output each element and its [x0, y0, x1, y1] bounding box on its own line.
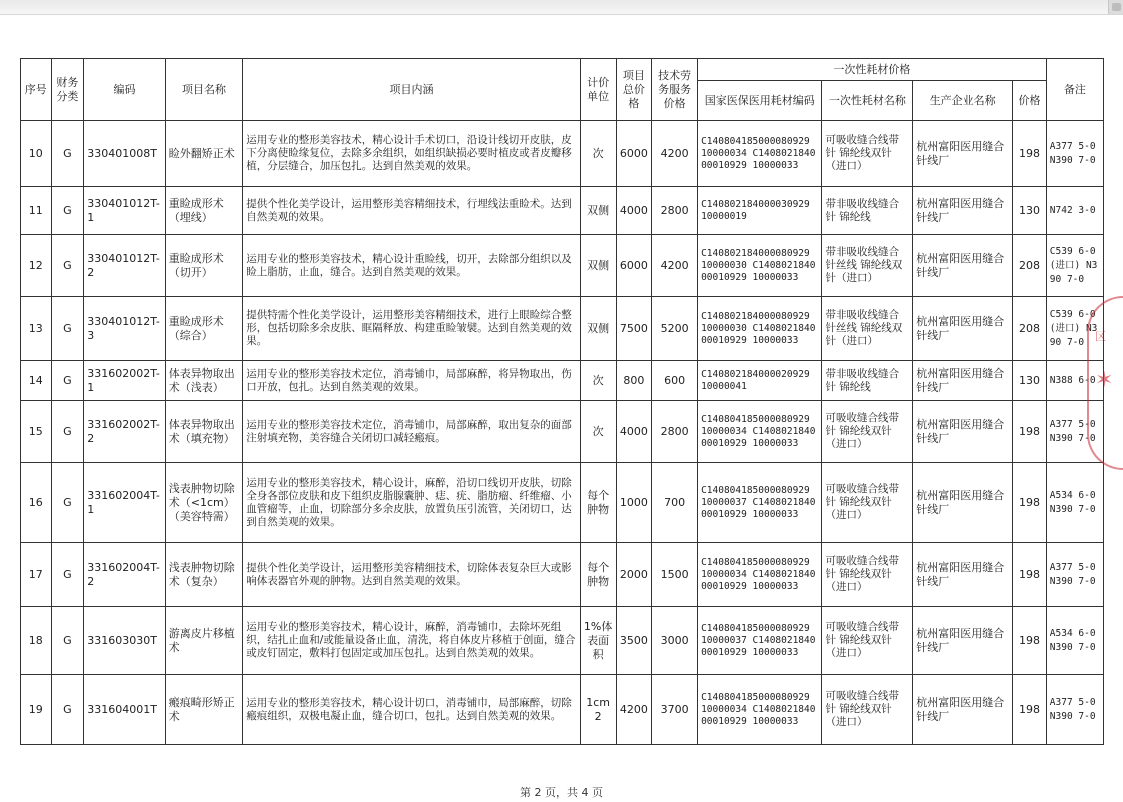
table-row: [21, 297, 1104, 361]
header-item-name: 项目名称: [165, 59, 243, 121]
row-total-price: 2000: [616, 543, 652, 607]
row-item-content: 提供个性化美学设计，运用整形美容精细技术，行埋线法重睑术。达到自然美观的效果。: [243, 187, 581, 235]
row-code: 330401012T-2: [84, 235, 166, 297]
row-price: 130: [1013, 361, 1047, 401]
price-table: [20, 58, 1104, 745]
row-code: 330401012T-3: [84, 297, 166, 361]
row-manufacturer: 杭州富阳医用缝合针线厂: [913, 121, 1013, 187]
scrollbar[interactable]: [1108, 0, 1123, 14]
row-fin-class: G: [51, 361, 84, 401]
row-price: 208: [1013, 297, 1047, 361]
row-service-price: 1500: [652, 543, 698, 607]
row-fin-class: G: [51, 235, 84, 297]
row-item-name: 体表异物取出术（浅表）: [165, 361, 243, 401]
row-remark: A377 5-0 N390 7-0: [1046, 401, 1103, 463]
row-manufacturer: 杭州富阳医用缝合针线厂: [913, 543, 1013, 607]
row-manufacturer: 杭州富阳医用缝合针线厂: [913, 187, 1013, 235]
row-manufacturer: 杭州富阳医用缝合针线厂: [913, 297, 1013, 361]
row-code: 331603030T: [84, 607, 166, 675]
red-seal-stamp: [1087, 296, 1123, 470]
row-item-content: 运用专业的整形美容技术，精心设计，麻醉，消毒铺巾，去除坏死组织，结扎止血和/或能量设备止血，清洗，将自体皮片移植于创面，缝合或皮钉固定，敷料打包固定或加压包扎。达到自然美观的效果。: [243, 607, 581, 675]
row-nhsa-codes: C140802184000020929 10000041: [698, 361, 822, 401]
row-price: 208: [1013, 235, 1047, 297]
row-unit: 双侧: [580, 187, 616, 235]
row-seq: 13: [21, 297, 52, 361]
header-fin-class: 财务分类: [51, 59, 84, 121]
header-consumables-group: 一次性耗材价格: [698, 59, 1047, 81]
row-unit: 次: [580, 401, 616, 463]
row-price: 198: [1013, 463, 1047, 543]
row-service-price: 700: [652, 463, 698, 543]
row-remark: C539 6-0(进口) N390 7-0: [1046, 297, 1103, 361]
header-item-content: 项目内涵: [243, 59, 581, 121]
row-item-name: 重睑成形术（埋线）: [165, 187, 243, 235]
row-item-name: 体表异物取出术（填充物）: [165, 401, 243, 463]
row-consumable-name: 带非吸收线缝合针 锦纶线: [822, 361, 913, 401]
header-unit: 计价单位: [580, 59, 616, 121]
row-manufacturer: 杭州富阳医用缝合针线厂: [913, 361, 1013, 401]
stamp-star-icon: ✶: [1095, 368, 1114, 393]
header-total-price: 项目总价格: [616, 59, 652, 121]
page-footer: 第 2 页，共 4 页: [520, 786, 603, 799]
row-unit: 次: [580, 121, 616, 187]
row-consumable-name: 可吸收缝合线带针 锦纶线双针（进口）: [822, 463, 913, 543]
row-item-content: 运用专业的整形美容技术定位，消毒铺巾，局部麻醉，取出复杂的面部注射填充物，美容缝合关闭切口减轻瘢痕。: [243, 401, 581, 463]
row-unit: 次: [580, 361, 616, 401]
row-seq: 17: [21, 543, 52, 607]
row-manufacturer: 杭州富阳医用缝合针线厂: [913, 675, 1013, 745]
row-nhsa-codes: C140804185000080929 10000034 C140802184000010929 10000033: [698, 121, 822, 187]
row-manufacturer: 杭州富阳医用缝合针线厂: [913, 235, 1013, 297]
row-item-name: 重睑成形术（切开）: [165, 235, 243, 297]
row-remark: A377 5-0 N390 7-0: [1046, 121, 1103, 187]
row-fin-class: G: [51, 121, 84, 187]
row-price: 198: [1013, 543, 1047, 607]
viewer-top-bar: [0, 0, 1123, 15]
row-fin-class: G: [51, 187, 84, 235]
row-unit: 每个肿物: [580, 543, 616, 607]
row-fin-class: G: [51, 543, 84, 607]
row-code: 331602004T-1: [84, 463, 166, 543]
row-item-name: 睑外翻矫正术: [165, 121, 243, 187]
row-total-price: 800: [616, 361, 652, 401]
row-total-price: 6000: [616, 121, 652, 187]
row-code: 330401012T-1: [84, 187, 166, 235]
row-consumable-name: 可吸收缝合线带针 锦纶线双针（进口）: [822, 401, 913, 463]
header-service-price: 技术劳务服务价格: [652, 59, 698, 121]
row-remark: C539 6-0(进口) N390 7-0: [1046, 235, 1103, 297]
row-service-price: 3000: [652, 607, 698, 675]
row-nhsa-codes: C140802184000080929 10000030 C140802184000010929 10000033: [698, 297, 822, 361]
header-seq: 序号: [21, 59, 52, 121]
row-price: 198: [1013, 675, 1047, 745]
row-total-price: 4000: [616, 187, 652, 235]
table-row: [21, 463, 1104, 543]
row-unit: 1%体表面积: [580, 607, 616, 675]
row-price: 198: [1013, 401, 1047, 463]
row-seq: 16: [21, 463, 52, 543]
row-nhsa-codes: C140802184000030929 10000019: [698, 187, 822, 235]
row-service-price: 2800: [652, 187, 698, 235]
row-price: 198: [1013, 121, 1047, 187]
row-remark: A377 5-0 N390 7-0: [1046, 675, 1103, 745]
row-remark: A534 6-0 N390 7-0: [1046, 607, 1103, 675]
table-row: [21, 121, 1104, 187]
row-unit: 双侧: [580, 235, 616, 297]
row-item-content: 运用专业的整形美容技术，精心设计重睑线，切开，去除部分组织以及睑上脂肪，止血，缝合。达到自然美观的效果。: [243, 235, 581, 297]
row-seq: 19: [21, 675, 52, 745]
header-nhsa-code: 国家医保医用耗材编码: [698, 81, 822, 121]
row-fin-class: G: [51, 297, 84, 361]
row-manufacturer: 杭州富阳医用缝合针线厂: [913, 607, 1013, 675]
row-fin-class: G: [51, 675, 84, 745]
table-row: [21, 543, 1104, 607]
header-code: 编码: [84, 59, 166, 121]
table-row: [21, 401, 1104, 463]
table-row: [21, 187, 1104, 235]
scrollbar-thumb[interactable]: [1112, 3, 1121, 11]
row-nhsa-codes: C140804185000080929 10000034 C140802184000010929 10000033: [698, 675, 822, 745]
row-service-price: 4200: [652, 235, 698, 297]
table-body: [21, 121, 1104, 745]
row-remark: A377 5-0 N390 7-0: [1046, 543, 1103, 607]
row-total-price: 1000: [616, 463, 652, 543]
row-item-name: 重睑成形术（综合）: [165, 297, 243, 361]
header-remark: 备注: [1046, 59, 1103, 121]
price-table-page: [20, 58, 1104, 745]
row-service-price: 5200: [652, 297, 698, 361]
row-item-name: 瘢痕畸形矫正术: [165, 675, 243, 745]
row-consumable-name: 可吸收缝合线带针 锦纶线双针（进口）: [822, 675, 913, 745]
row-item-name: 游离皮片移植术: [165, 607, 243, 675]
row-fin-class: G: [51, 463, 84, 543]
row-seq: 18: [21, 607, 52, 675]
table-row: [21, 607, 1104, 675]
stamp-text: 区: [1095, 330, 1106, 343]
row-consumable-name: 带非吸收线缝合针丝线 锦纶线双针（进口）: [822, 297, 913, 361]
row-item-name: 浅表肿物切除术（复杂）: [165, 543, 243, 607]
header-manufacturer: 生产企业名称: [913, 81, 1013, 121]
row-unit: 1cm2: [580, 675, 616, 745]
row-total-price: 4200: [616, 675, 652, 745]
row-code: 330401008T: [84, 121, 166, 187]
table-row: [21, 675, 1104, 745]
row-seq: 12: [21, 235, 52, 297]
row-price: 198: [1013, 607, 1047, 675]
row-manufacturer: 杭州富阳医用缝合针线厂: [913, 401, 1013, 463]
row-seq: 11: [21, 187, 52, 235]
row-remark: N388 6-0: [1046, 361, 1103, 401]
row-total-price: 3500: [616, 607, 652, 675]
row-remark: N742 3-0: [1046, 187, 1103, 235]
row-service-price: 2800: [652, 401, 698, 463]
row-consumable-name: 可吸收缝合线带针 锦纶线双针（进口）: [822, 607, 913, 675]
row-code: 331602002T-1: [84, 361, 166, 401]
table-row: [21, 235, 1104, 297]
row-item-content: 运用专业的整形美容技术，精心设计手术切口，沿设计线切开皮肤，皮下分离使睑缘复位，去除多余组织，如组织缺损必要时植皮或者皮瓣移植，分层缝合，加压包扎。达到自然美观的效果。: [243, 121, 581, 187]
row-consumable-name: 带非吸收线缝合针 锦纶线: [822, 187, 913, 235]
row-service-price: 600: [652, 361, 698, 401]
row-total-price: 6000: [616, 235, 652, 297]
row-price: 130: [1013, 187, 1047, 235]
row-seq: 14: [21, 361, 52, 401]
row-seq: 15: [21, 401, 52, 463]
row-nhsa-codes: C140804185000080929 10000034 C140802184000010929 10000033: [698, 401, 822, 463]
row-consumable-name: 带非吸收线缝合针丝线 锦纶线双针（进口）: [822, 235, 913, 297]
row-service-price: 3700: [652, 675, 698, 745]
row-consumable-name: 可吸收缝合线带针 锦纶线双针（进口）: [822, 543, 913, 607]
row-item-name: 浅表肿物切除术（<1cm）（美容特需）: [165, 463, 243, 543]
row-item-content: 提供特需个性化美学设计，运用整形美容精细技术，进行上眼睑综合整形，包括切除多余皮肤、眶隔释放、构建重睑皱襞。达到自然美观的效果。: [243, 297, 581, 361]
row-code: 331602002T-2: [84, 401, 166, 463]
row-code: 331604001T: [84, 675, 166, 745]
row-nhsa-codes: C140802184000080929 10000030 C140802184000010929 10000033: [698, 235, 822, 297]
row-item-content: 运用专业的整形美容技术定位，消毒铺巾，局部麻醉，将异物取出，伤口开放，包扎。达到自然美观的效果。: [243, 361, 581, 401]
row-remark: A534 6-0 N390 7-0: [1046, 463, 1103, 543]
row-nhsa-codes: C140804185000080929 10000034 C140802184000010929 10000033: [698, 543, 822, 607]
row-item-content: 运用专业的整形美容技术，精心设计，麻醉，沿切口线切开皮肤，切除全身各部位皮肤和皮下组织皮脂腺囊肿、痣、疣、脂肪瘤、纤维瘤、小血管瘤等，止血，切除部分多余皮肤，放置负压引流管，关闭切口，达到自然美观的效果。: [243, 463, 581, 543]
row-unit: 每个肿物: [580, 463, 616, 543]
row-unit: 双侧: [580, 297, 616, 361]
row-total-price: 4000: [616, 401, 652, 463]
header-consumable-name: 一次性耗材名称: [822, 81, 913, 121]
row-code: 331602004T-2: [84, 543, 166, 607]
row-fin-class: G: [51, 401, 84, 463]
row-consumable-name: 可吸收缝合线带针 锦纶线双针（进口）: [822, 121, 913, 187]
row-seq: 10: [21, 121, 52, 187]
row-service-price: 4200: [652, 121, 698, 187]
row-manufacturer: 杭州富阳医用缝合针线厂: [913, 463, 1013, 543]
row-fin-class: G: [51, 607, 84, 675]
row-total-price: 7500: [616, 297, 652, 361]
table-row: [21, 361, 1104, 401]
row-nhsa-codes: C140804185000080929 10000037 C140802184000010929 10000033: [698, 463, 822, 543]
row-item-content: 提供个性化美学设计，运用整形美容精细技术，切除体表复杂巨大或影响体表器官外观的肿物。达到自然美观的效果。: [243, 543, 581, 607]
header-price: 价格: [1013, 81, 1047, 121]
row-nhsa-codes: C140804185000080929 10000037 C140802184000010929 10000033: [698, 607, 822, 675]
row-item-content: 运用专业的整形美容技术，精心设计切口，消毒铺巾，局部麻醉，切除瘢痕组织，双极电凝止血，缝合切口，包扎。达到自然美观的效果。: [243, 675, 581, 745]
